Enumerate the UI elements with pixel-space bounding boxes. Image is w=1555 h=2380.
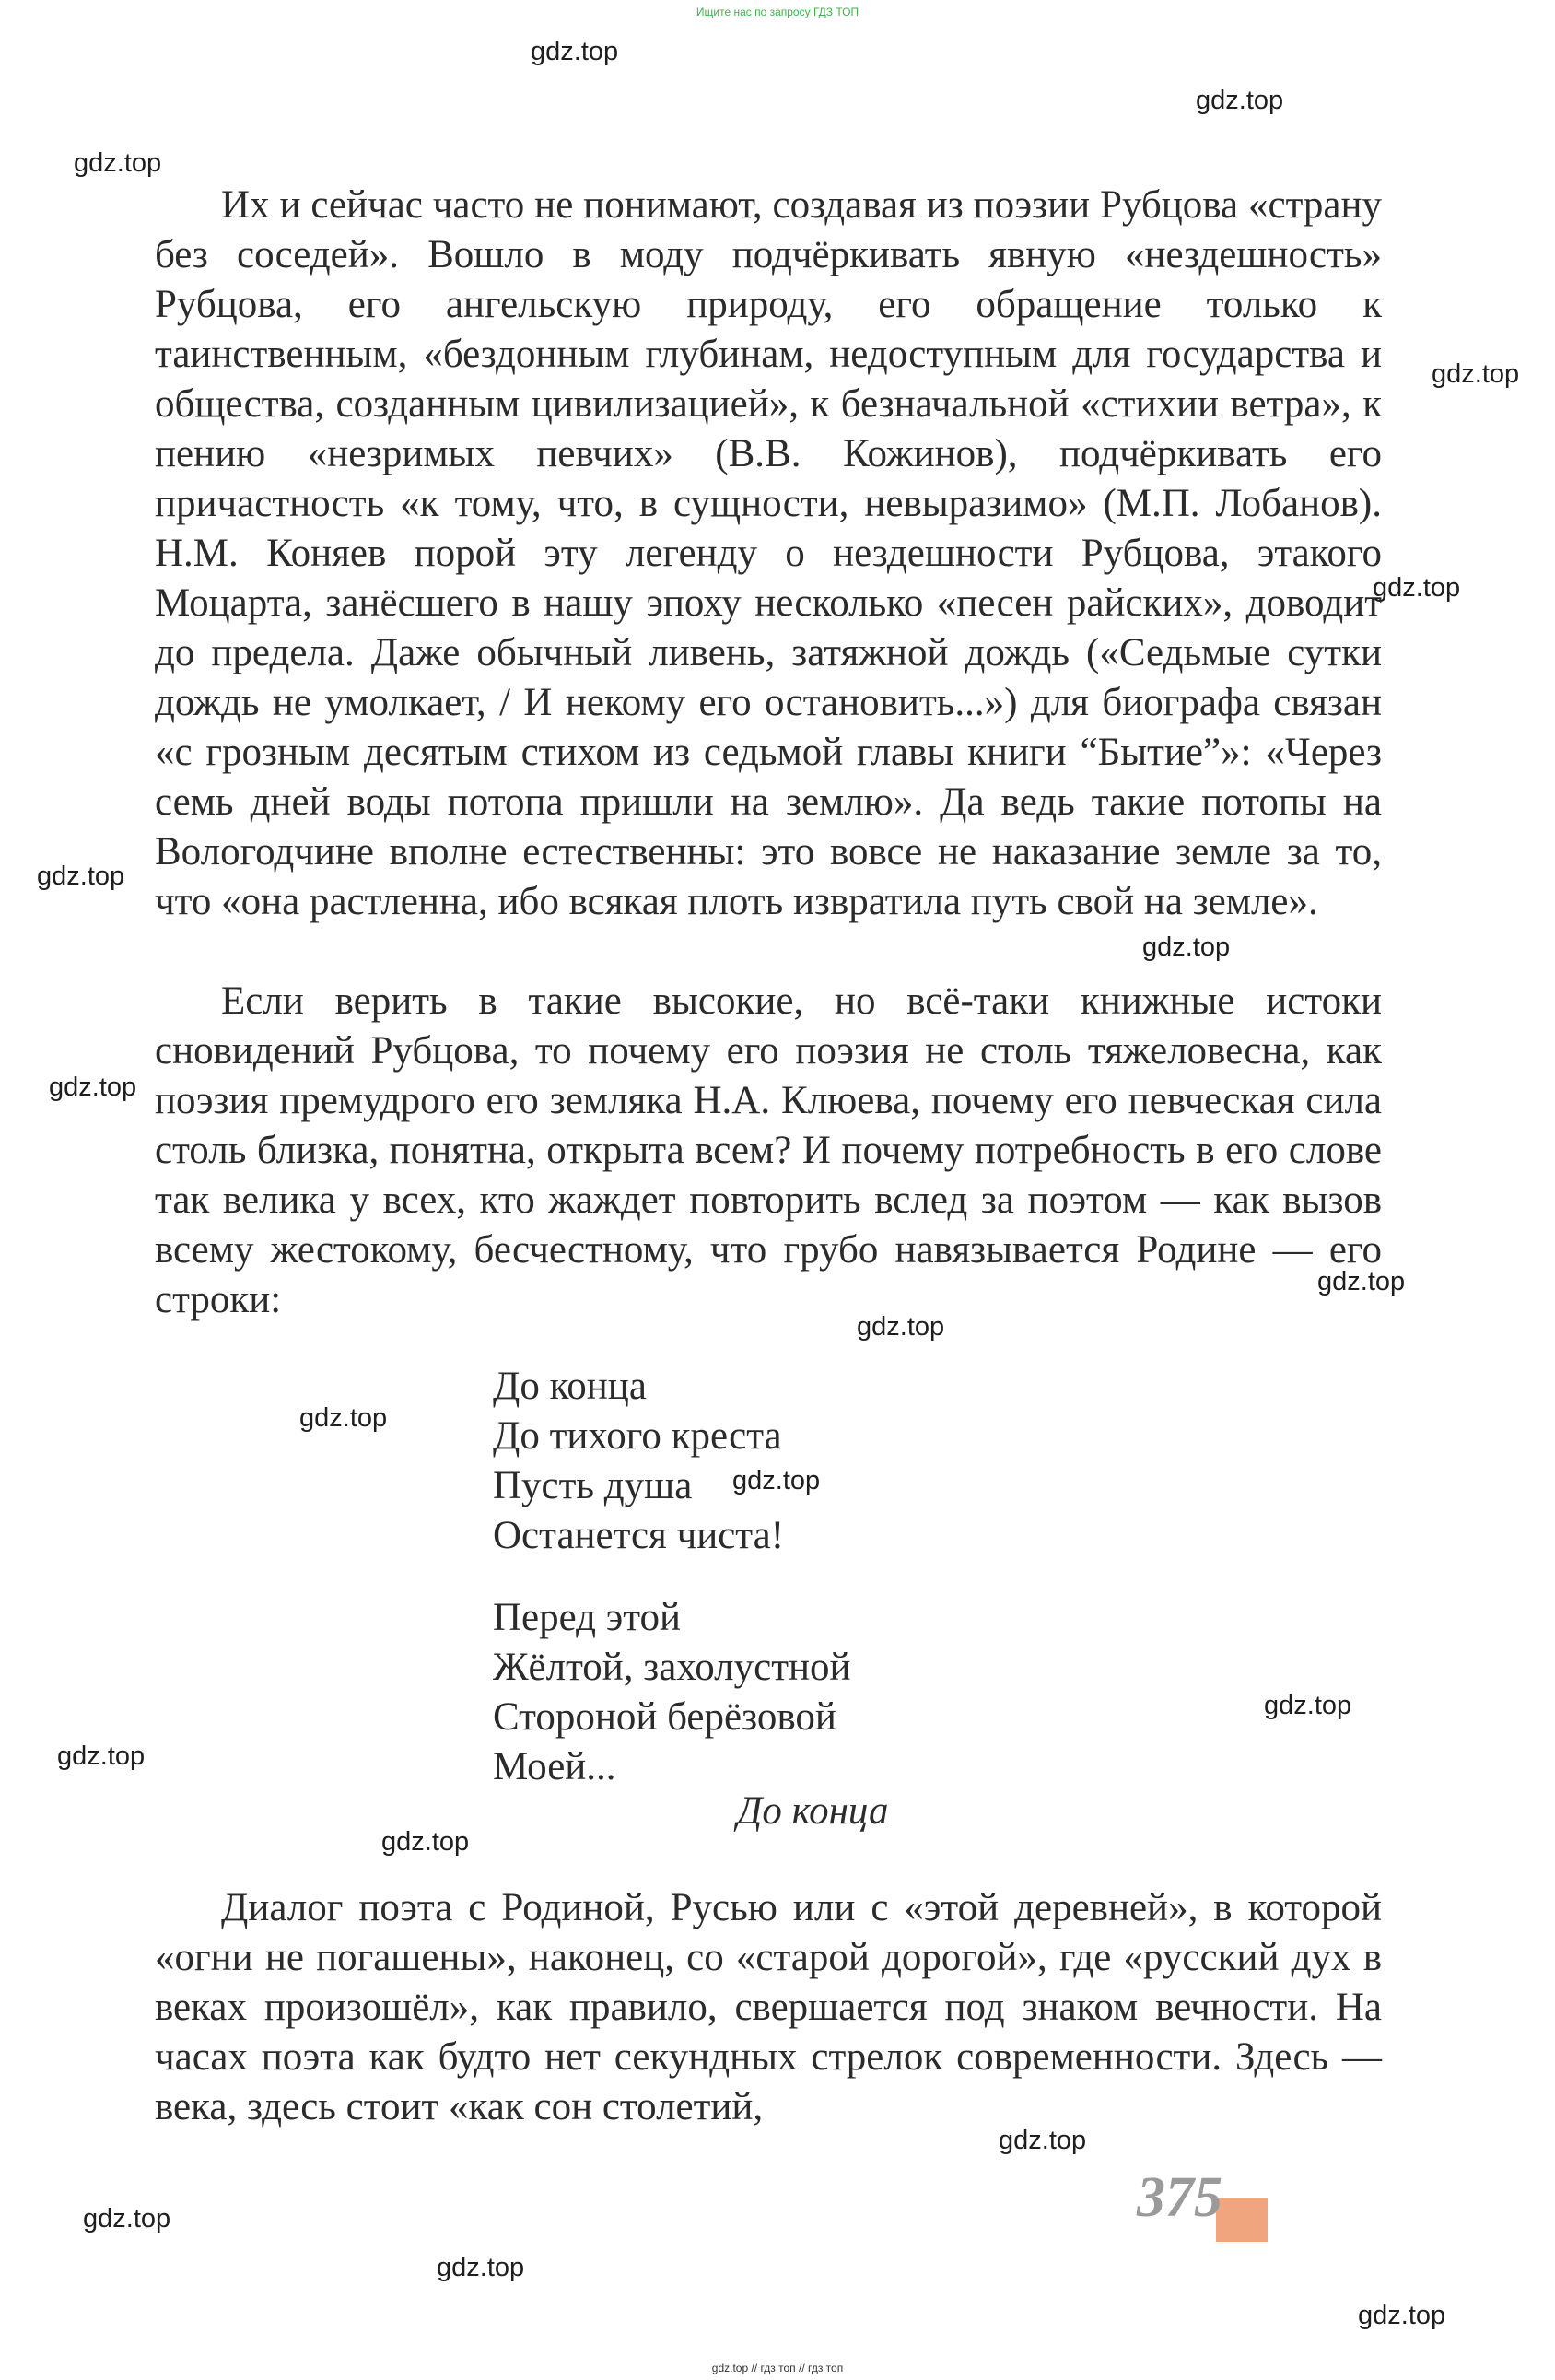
paragraph-3-block — [155, 1883, 1382, 2132]
page-number: 375 — [1137, 2166, 1222, 2229]
watermark: gdz.top — [999, 2126, 1087, 2155]
watermark: gdz.top — [1358, 2301, 1446, 2330]
watermark: gdz.top — [299, 1403, 388, 1433]
watermark: gdz.top — [381, 1827, 470, 1857]
watermark: gdz.top — [1317, 1267, 1406, 1296]
poem-line: Останется чиста! — [493, 1514, 785, 1557]
poem-line: Моей... — [493, 1745, 616, 1788]
watermark: gdz.top — [37, 862, 125, 891]
watermark: gdz.top — [1142, 932, 1231, 962]
poem-line: Стороной берёзовой — [493, 1695, 836, 1739]
paragraph-1-block — [155, 181, 1382, 927]
poem-line: До конца — [493, 1365, 647, 1408]
page-corner-marker — [1216, 2198, 1268, 2242]
watermark: gdz.top — [83, 2204, 171, 2233]
paragraph-2-block — [155, 977, 1382, 1325]
header-note: Ищите нас по запросу ГДЗ ТОП — [696, 6, 859, 18]
watermark: gdz.top — [1196, 86, 1284, 115]
watermark: gdz.top — [49, 1073, 137, 1102]
paragraph-1: Их и сейчас часто не понимают, создавая из поэзии Рубцова «страну без соседей». Вошло в моду подчёркивать явную «нездешность» Рубцова, его ангельскую природу, его обращение только к таинственным, «бездонным глубинам, недоступным для государства и общества, созданным цивилизацией», к безначальной «стихии ветра», к пению «незримых певчих» (В.В. Кожинов), подчёркивать его причастность «к тому, что, в сущности, невыразимо» (М.П. Лобанов). Н.М. Коняев порой эту легенду о нездешности Рубцова, этакого Моцарта, занёсшего в нашу эпоху несколько «песен райских», доводит до предела. Даже обычный ливень, затяжной дождь («Седьмые сутки дождь не умолкает, / И некому его остановить...») для биографа связан «с грозным десятым стихом из седьмой главы книги “Бытие”»: «Через семь дней воды потопа пришли на землю». Да ведь такие потопы на Вологодчине вполне естественны: это вовсе не наказание земле за то, что «она растленна, ибо всякая плоть извратила путь свой на земле». — [155, 183, 1382, 923]
poem-line: Пусть душа — [493, 1464, 693, 1507]
poem-title: До конца — [737, 1789, 889, 1833]
watermark: gdz.top — [1373, 573, 1461, 603]
watermark: gdz.top — [1264, 1691, 1352, 1720]
paragraph-3: Диалог поэта с Родиной, Русью или с «этой деревней», в которой «огни не погашены», наконец, со «старой дорогой», где «русский дух в веках произошёл», как правило, свершается под знаком вечности. На часах поэта как будто нет секундных стрелок современности. Здесь — века, здесь стоит «как сон столетий, — [155, 1886, 1382, 2128]
watermark: gdz.top — [57, 1741, 146, 1771]
poem-line: Жёлтой, захолустной — [493, 1646, 851, 1689]
watermark: gdz.top — [732, 1466, 821, 1495]
watermark: gdz.top — [531, 37, 619, 66]
footer-note: gdz.top // гдз топ // гдз топ — [711, 2362, 844, 2374]
poem-line: Перед этой — [493, 1596, 681, 1639]
watermark: gdz.top — [857, 1312, 945, 1342]
poem-stanza-2 — [493, 1593, 851, 1792]
watermark: gdz.top — [437, 2253, 525, 2282]
poem-line: До тихого креста — [493, 1414, 782, 1458]
watermark: gdz.top — [74, 148, 162, 178]
watermark: gdz.top — [1432, 359, 1520, 389]
poem-stanza-1 — [493, 1362, 784, 1561]
paragraph-2: Если верить в такие высокие, но всё-таки книжные истоки сновидений Рубцова, то почему его поэзия не столь тяжеловесна, как поэзия премудрого его земляка Н.А. Клюева, почему его певческая сила столь близка, понятна, открыта всем? И почему потребность в его слове так велика у всех, кто жаждет повторить вслед за поэтом — как вызов всему жестокому, бесчестному, что грубо навязывается Родине — его строки: — [155, 979, 1382, 1321]
